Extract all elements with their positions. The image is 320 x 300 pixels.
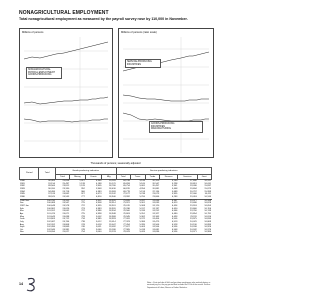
table-cell: 5,317 (139, 207, 145, 210)
table-cell: 100,250 (47, 199, 55, 202)
row-label: 1987 Jan (19, 204, 29, 207)
table-cell: 16,535 (204, 195, 212, 198)
chart-right-legend-top (125, 59, 161, 68)
row-label: Sept (19, 226, 25, 229)
employment-table (19, 167, 212, 235)
table-cell: 94,496 (48, 190, 55, 193)
table-cell: 19,014 (108, 220, 116, 223)
table-cell: 4,188 (95, 182, 102, 185)
page-number: 14 (19, 282, 23, 286)
table-cell: 17,890 (190, 180, 197, 182)
table-cell: 102,496 (47, 226, 55, 229)
table-cell: 89,566 (48, 185, 55, 188)
table-cell: 102,262 (47, 223, 55, 226)
table-cell: 5,341 (171, 185, 178, 188)
table-cell: 754 (81, 231, 85, 234)
table-cell: 6,413 (171, 202, 178, 205)
table-cell: 3,905 (95, 185, 102, 188)
table-cell: 723 (81, 207, 85, 210)
table-cell: 19,694 (190, 187, 197, 190)
column-header: Mining (70, 175, 86, 180)
table-cell: 743 (81, 223, 85, 226)
table-cell: 24,696 (152, 231, 160, 234)
group-header: Goods-producing industries (55, 168, 116, 175)
table-cell: 24,197 (152, 207, 160, 210)
row-label: Oct (19, 228, 24, 231)
table-cell: 24,764 (62, 220, 70, 223)
table-cell: 6,493 (171, 215, 178, 218)
table-cell: 76,803 (123, 212, 130, 215)
table-cell: 18,968 (108, 215, 116, 218)
table-cell: 24,671 (62, 212, 70, 215)
table-cell: 90,200 (48, 187, 55, 190)
table-cell: 100,468 (47, 202, 55, 205)
table-cell: 5,040 (95, 231, 102, 234)
table-cell: 738 (81, 220, 85, 223)
table-cell: 722 (81, 204, 85, 207)
table-cell: 22,134 (152, 190, 160, 193)
table-cell: 18,926 (108, 199, 116, 202)
column-header: Period (20, 168, 39, 180)
row-label: Dec (19, 202, 24, 205)
table-cell: 24,076 (190, 220, 197, 223)
table-cell: 24,642 (62, 210, 70, 213)
table-cell: 24,327 (152, 212, 160, 215)
table-cell: 1,139 (79, 182, 85, 185)
table-cell: 24,842 (62, 193, 70, 196)
chart-right-drawing (119, 29, 213, 157)
table-cell: 24,869 (62, 226, 70, 229)
table-cell: 749 (81, 228, 85, 231)
page-subtitle: Total nonagricultural employment as measured by the payroll survey rose by 110,000 in November. (19, 17, 188, 21)
row-label: 1983 (19, 187, 25, 190)
table-cell: 24,252 (152, 210, 160, 213)
table-cell: 23,911 (190, 215, 197, 218)
row-label: 1984 (19, 190, 25, 193)
column-header: Constr. (85, 175, 102, 180)
table-cell: 5,426 (139, 231, 145, 234)
table-cell: 1,128 (79, 185, 85, 188)
legend-item: INDUSTRIES (151, 125, 165, 128)
table-cell: 734 (81, 218, 85, 221)
table-cell: 18,619 (190, 182, 197, 185)
employment-chart-left (19, 28, 113, 158)
row-label: 1982 (19, 185, 25, 188)
table-cell: 24,093 (152, 202, 160, 205)
publisher-logo-icon (26, 276, 38, 292)
row-label: Apr (19, 212, 24, 215)
table-cell: 6,434 (171, 204, 178, 207)
table-cell: 24,981 (62, 228, 70, 231)
table-cell: 4,902 (95, 199, 102, 202)
table-cell: 4,673 (95, 193, 102, 196)
table-cell: 4,985 (95, 218, 102, 221)
table-cell: 19,186 (108, 228, 116, 231)
table-cell: 24,506 (152, 223, 160, 226)
table-cell: 103,056 (47, 231, 55, 234)
table-cell: 5,012 (95, 220, 102, 223)
table-cell: 77,965 (123, 228, 130, 231)
table-cell: 23,330 (62, 187, 70, 190)
table-cell: 20,170 (108, 182, 116, 185)
table-cell: 18,914 (108, 202, 116, 205)
table-cell: 24,626 (62, 207, 70, 210)
table-cell: 23,854 (190, 212, 197, 215)
table-cell: 97,519 (48, 193, 55, 196)
table-cell: 23,812 (62, 185, 70, 188)
table-cell: 16,976 (204, 228, 212, 231)
table-cell: 23,377 (190, 199, 197, 202)
row-label: 1985 (19, 193, 25, 196)
table-cell: 727 (81, 199, 85, 202)
table-cell: 5,298 (171, 182, 178, 185)
table-cell: 16,749 (204, 210, 212, 213)
table-cell: 101,643 (47, 215, 55, 218)
row-label: Aug (19, 223, 24, 226)
table-cell: 102,946 (47, 228, 55, 231)
table-cell: 24,208 (190, 226, 197, 229)
table-cell: 5,351 (139, 212, 145, 215)
table-cell: 65,659 (123, 182, 130, 185)
table-cell: 5,403 (139, 226, 145, 229)
table-cell: 5,081 (139, 185, 145, 188)
table-cell: 24,120 (152, 204, 160, 207)
table-cell: 5,955 (171, 193, 178, 196)
row-label: May (19, 215, 25, 218)
table-cell: 23,975 (190, 218, 197, 221)
table-cell: 5,002 (95, 215, 102, 218)
table-cell: 24,475 (152, 220, 160, 223)
table-cell: 728 (81, 215, 85, 218)
table-cell: 15,873 (204, 187, 212, 190)
table-cell: 18,948 (108, 212, 116, 215)
table-cell: 5,384 (139, 220, 145, 223)
column-header: Total (55, 175, 69, 180)
table-cell: 77,323 (123, 220, 130, 223)
table-cell: 23,866 (152, 195, 160, 198)
table-cell: 20,547 (152, 182, 160, 185)
table-cell: 4,983 (95, 207, 102, 210)
table-cell: 25,658 (62, 180, 70, 182)
table-cell: 19,242 (108, 193, 116, 196)
table-cell: 5,018 (95, 223, 102, 226)
page-title: NONAGRICULTURAL EMPLOYMENT (19, 10, 109, 16)
table-cell: 6,528 (171, 223, 178, 226)
table-cell: 72,677 (123, 193, 130, 196)
table-cell: 722 (81, 210, 85, 213)
table-cell: 20,797 (190, 190, 197, 193)
table-cell: 20,310 (152, 180, 160, 182)
table-cell: 927 (81, 193, 85, 196)
legend-item: GOODS-PRODUCING (28, 74, 52, 77)
legend-item: INDUSTRIES (127, 63, 141, 66)
column-header: Mfg. (102, 175, 116, 180)
table-cell: 5,160 (171, 180, 178, 182)
table-cell: 15,837 (204, 185, 212, 188)
employment-table-section (19, 162, 212, 289)
table-cell: 6,556 (171, 231, 178, 234)
table-cell: 5,046 (95, 228, 102, 231)
table-cell: 69,778 (123, 190, 130, 193)
table-cell: 16,816 (204, 215, 212, 218)
table-cell: 4,955 (95, 204, 102, 207)
column-header: Finance (160, 175, 178, 180)
table-cell: 5,362 (139, 215, 145, 218)
table-cell: 16,628 (204, 202, 212, 205)
table-cell: 16,980 (204, 231, 212, 234)
table-cell: 24,808 (62, 223, 70, 226)
legend-item: GOODS-PRODUCING (151, 122, 175, 125)
table-cell: 5,418 (139, 228, 145, 231)
table-cell: 16,031 (204, 182, 212, 185)
table-cell: 76,070 (123, 204, 130, 207)
table-cell: 76,945 (123, 215, 130, 218)
table-cell: 4,816 (95, 195, 102, 198)
table-cell: 5,333 (139, 210, 145, 213)
chart-right-heading: Millions of persons (ratio scale) (121, 31, 157, 34)
table-cell: 5,146 (139, 180, 145, 182)
table-cell: 76,560 (123, 210, 130, 213)
table-cell: 19,036 (190, 185, 197, 188)
table-cell: 5,255 (139, 195, 145, 198)
table-cell: 5,159 (139, 190, 145, 193)
row-label: 1980 (19, 180, 25, 182)
table-cell: 5,468 (171, 187, 178, 190)
table-cell: 16,835 (204, 218, 212, 221)
table-cell: 24,547 (62, 202, 70, 205)
legend-item: SERVICE-PRODUCING (127, 60, 152, 63)
table-cell: 16,791 (204, 212, 212, 215)
group-header: Service-producing industries (116, 168, 211, 175)
column-header: Total (39, 168, 56, 180)
table-cell: 24,712 (62, 218, 70, 221)
table-cell: 5,301 (139, 202, 145, 205)
table-cell: 75,921 (123, 202, 130, 205)
table-cell: 16,598 (204, 199, 212, 202)
table-cell: 24,578 (62, 204, 70, 207)
table-cell: 6,536 (171, 226, 178, 229)
table-cell: 19,369 (108, 190, 116, 193)
table-cell: 24,698 (62, 215, 70, 218)
table-cell: 101,803 (47, 218, 55, 221)
table-cell: 24,404 (152, 218, 160, 221)
table-cell: 725 (81, 212, 85, 215)
table-cell: 23,760 (190, 210, 197, 213)
chart-left-drawing (20, 29, 112, 157)
table-cell: 99,525 (48, 195, 55, 198)
table-cell: 6,387 (171, 199, 178, 202)
table-cell: 19,233 (108, 231, 116, 234)
table-cell: 4,908 (95, 202, 102, 205)
table-cell: 77,627 (123, 226, 130, 229)
table-cell: 6,466 (171, 210, 178, 213)
employment-chart-right (118, 28, 214, 158)
table-cell: 102,087 (47, 220, 55, 223)
table-cell: 5,165 (139, 182, 145, 185)
table-cell: 4,998 (95, 212, 102, 215)
row-label: 1981 (19, 182, 25, 185)
table-cell: 6,450 (171, 207, 178, 210)
table-cell: 74,992 (123, 195, 130, 198)
table-cell: 24,342 (190, 228, 197, 231)
column-header: Govt. (197, 175, 211, 180)
table-cell: 23,553 (190, 204, 197, 207)
table-cell: 91,156 (48, 182, 55, 185)
row-label: Mar (19, 210, 24, 213)
row-label: 1986 (19, 195, 25, 198)
table-cell: 966 (81, 190, 85, 193)
table-cell: 24,130 (190, 223, 197, 226)
table-cell: 777 (81, 195, 85, 198)
chart-right-legend-bottom (149, 121, 203, 133)
column-header: Trade (145, 175, 159, 180)
table-cell: 746 (81, 226, 85, 229)
table-cell: 23,666 (190, 207, 197, 210)
table-cell: 6,519 (171, 220, 178, 223)
table-cell: 19,047 (108, 223, 116, 226)
table-cell: 18,901 (108, 204, 116, 207)
table-cell: 4,986 (95, 210, 102, 213)
table-cell: 16,655 (204, 204, 212, 207)
table-cell: 18,934 (108, 210, 116, 213)
row-label: Nov (19, 231, 24, 234)
table-cell: 64,748 (123, 180, 130, 182)
table-cell: 101,474 (47, 212, 55, 215)
row-label: June (19, 218, 25, 221)
table-cell: 5,287 (139, 199, 145, 202)
table-cell: 77,454 (123, 223, 130, 226)
legend-item: NONAGRICULTURAL (28, 68, 51, 71)
table-cell: 5,238 (139, 193, 145, 196)
table-cell: 78,029 (123, 231, 130, 234)
table-cell: 16,895 (204, 223, 212, 226)
table-cell: 5,308 (139, 204, 145, 207)
table-cell: 16,411 (204, 193, 212, 196)
table-cell: 100,962 (47, 207, 55, 210)
table-cell: 23,486 (190, 202, 197, 205)
table-cell: 1,027 (79, 180, 85, 182)
table-cell: 6,283 (171, 195, 178, 198)
table-cell: 100,648 (47, 204, 55, 207)
table-cell: 5,395 (139, 223, 145, 226)
table-body (20, 180, 212, 235)
chart-left-heading: Millions of persons (22, 31, 44, 34)
table-cell: 90,406 (48, 180, 55, 182)
table-cell: 16,241 (204, 180, 212, 182)
table-cell: 77,091 (123, 218, 130, 221)
table-title: Thousands of persons; seasonally adjusted (90, 162, 141, 165)
table-cell: 18,430 (108, 187, 116, 190)
legend-item: MANUFACTURING (151, 128, 172, 131)
table-cell: 76,336 (123, 207, 130, 210)
table-cell: 15,999 (204, 190, 212, 193)
table-cell: 20,457 (152, 185, 160, 188)
table-cell: 66,870 (123, 187, 130, 190)
table-cell: 24,555 (62, 199, 70, 202)
table-cell: 22,000 (190, 193, 197, 196)
table-cell: 18,940 (108, 195, 116, 198)
table-cell: 20,881 (152, 187, 160, 190)
column-header: Trans. (130, 175, 145, 180)
table-cell: 16,706 (204, 207, 212, 210)
table-notes: Note.—Data include all full- and part-time employees who worked during, or received pay for, the pay period that includes the 12th of the month. Source: Department of Labor, Bureau of Labor Statistics. (147, 282, 211, 289)
legend-item: PAYROLL EMPLOYMENT (28, 71, 55, 74)
table-cell: 4,954 (139, 187, 145, 190)
table-cell: 16,926 (204, 226, 212, 229)
table-cell: 18,920 (108, 207, 116, 210)
table-cell: 5,689 (171, 190, 178, 193)
table-cell: 24,681 (152, 228, 160, 231)
chart-left-legend (26, 67, 62, 79)
table-cell: 952 (81, 187, 85, 190)
table-cell: 24,533 (62, 195, 70, 198)
row-label: Feb (19, 207, 24, 210)
table-cell: 24,046 (152, 199, 160, 202)
row-label: 1986 Nov (19, 199, 30, 202)
table-cell: 75,695 (123, 199, 130, 202)
table-cell: 101,202 (47, 210, 55, 213)
table-cell: 725 (81, 202, 85, 205)
table-cell: 24,371 (190, 231, 197, 234)
table-cell: 6,548 (171, 228, 178, 231)
table-cell: 65,754 (123, 185, 130, 188)
row-label: July (19, 220, 24, 223)
table-cell: 20,285 (108, 180, 116, 182)
table-cell: 24,363 (152, 215, 160, 218)
table-cell: 23,073 (152, 193, 160, 196)
column-header: Services (178, 175, 197, 180)
column-header: Total (116, 175, 130, 180)
table-cell: 4,346 (95, 180, 102, 182)
table-cell: 6,480 (171, 212, 178, 215)
table-cell: 18,993 (108, 218, 116, 221)
table-cell: 3,948 (95, 187, 102, 190)
table-cell: 16,869 (204, 220, 212, 223)
table-row (20, 231, 212, 234)
table-cell: 18,780 (108, 185, 116, 188)
table-cell: 24,554 (152, 226, 160, 229)
table-cell: 24,718 (62, 190, 70, 193)
table-cell: 4,383 (95, 190, 102, 193)
table-cell: 25,027 (62, 231, 70, 234)
table-cell: 5,031 (95, 226, 102, 229)
table-cell: 6,505 (171, 218, 178, 221)
table-cell: 5,372 (139, 218, 145, 221)
table-cell: 23,053 (190, 195, 197, 198)
table-cell: 19,092 (108, 226, 116, 229)
table-cell: 25,497 (62, 182, 70, 185)
